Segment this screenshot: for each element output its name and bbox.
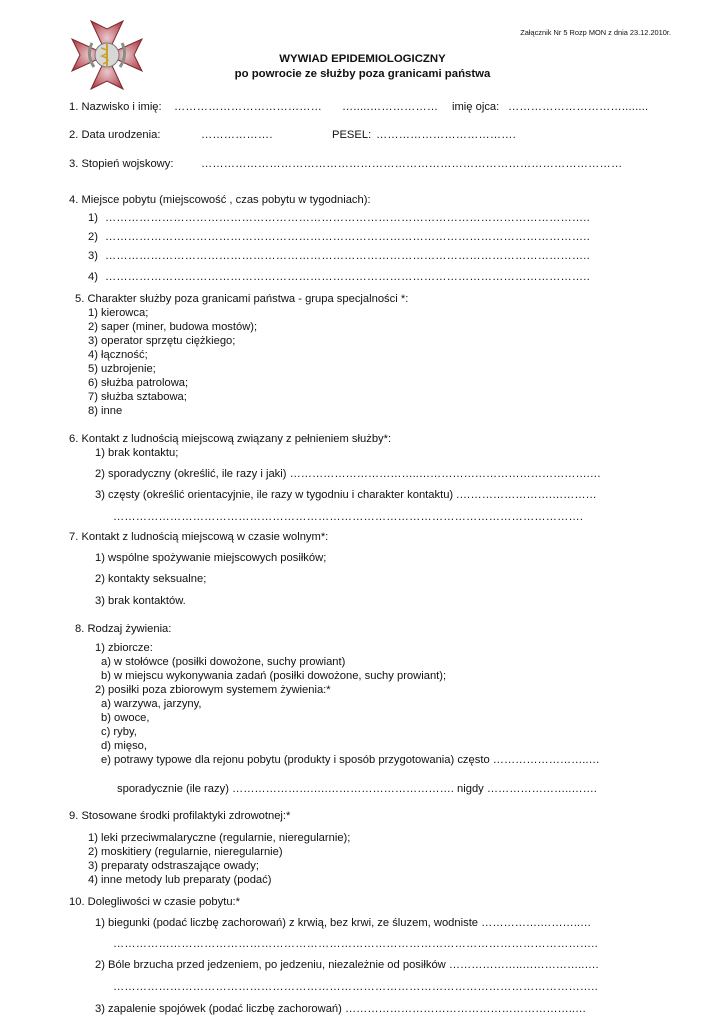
q4-item-number: 1) <box>88 212 98 224</box>
q5-option: 8) inne <box>88 405 123 417</box>
q5-label: 5. Charakter służby poza granicami państwa - grupa specjalności *: <box>75 293 409 305</box>
q8-line: b) owoce, <box>101 712 150 724</box>
document-title: WYWIAD EPIDEMIOLOGICZNY <box>279 53 446 65</box>
q5-option: 6) służba patrolowa; <box>88 377 189 389</box>
q9-option: 2) moskitiery (regularnie, nieregularnie) <box>88 846 283 858</box>
q8-line: d) mięso, <box>101 740 148 752</box>
q6-option-3-continuation[interactable]: ……………………………………………………………………………………………………………. <box>113 511 584 523</box>
q2-birthdate-field[interactable]: ………………. <box>201 129 273 141</box>
q9-option[interactable]: 4) inne metody lub preparaty (podać) <box>88 874 272 886</box>
q1-surname-field[interactable]: ………………………………… <box>174 101 323 113</box>
q10-option-2-continuation[interactable]: ……………………………………………………………………………………………………………….. <box>113 981 598 993</box>
q7-label: 7. Kontakt z ludnością miejscową w czasie wolnym*: <box>69 531 329 543</box>
q4-label: 4. Miejsce pobytu (miejscowość , czas pobytu w tygodniach): <box>69 194 371 206</box>
q8-line: b) w miejscu wykonywania zadań (posiłki dowożone, suchy prowiant); <box>101 670 447 682</box>
q10-option-1[interactable]: 1) biegunki (podać liczbę zachorowań) z krwią, bez krwi, ze śluzem, wodniste …………….………..… <box>95 917 592 929</box>
q1-father-label: imię ojca: <box>452 101 500 113</box>
q5-option: 1) kierowca; <box>88 307 149 319</box>
q2-pesel-field[interactable]: ………………………………. <box>376 129 516 141</box>
q8-line[interactable]: e) potrawy typowe dla rejonu pobytu (produkty i sposób przygotowania) często ……………………..… <box>101 754 600 766</box>
q2-pesel-label: PESEL: <box>332 129 372 141</box>
q5-option: 5) uzbrojenie; <box>88 363 156 375</box>
q4-place-field[interactable]: ……………………………………………………………………………………………………………….. <box>105 250 590 262</box>
q10-option-1-continuation[interactable]: ……………………………………………………………………………………………………………….. <box>113 938 598 950</box>
q1-label: 1. Nazwisko i imię: <box>69 101 162 113</box>
q2-label: 2. Data urodzenia: <box>69 129 161 141</box>
q4-place-field[interactable]: ……………………………………………………………………………………………………………….. <box>105 231 590 243</box>
q8-line: 2) posiłki poza zbiorowym systemem żywienia:* <box>95 684 331 696</box>
q6-option-3[interactable]: 3) częsty (określić orientacyjnie, ile razy w tygodniu i charakter kontaktu) .…………………….………… <box>95 489 597 501</box>
q4-place-field[interactable]: ……………………………………………………………………………………………………………….. <box>105 271 590 283</box>
q6-option-1: 1) brak kontaktu; <box>95 447 179 459</box>
q8-line: a) w stołówce (posiłki dowożone, suchy prowiant) <box>101 656 346 668</box>
q6-label: 6. Kontakt z ludnością miejscową związany z pełnieniem służby*: <box>69 433 392 445</box>
q9-option: 1) leki przeciwmalaryczne (regularnie, nieregularnie); <box>88 832 351 844</box>
q10-option-3[interactable]: 3) zapalenie spojówek (podać liczbę zachorowań) ……………………………………………………..… <box>95 1003 587 1015</box>
q7-option: 3) brak kontaktów. <box>95 595 186 607</box>
q7-option: 2) kontakty seksualne; <box>95 573 207 585</box>
q5-option: 3) operator sprzętu ciężkiego; <box>88 335 236 347</box>
q10-label: 10. Dolegliwości w czasie pobytu:* <box>69 896 241 908</box>
q1-father-field[interactable]: …………………………........ <box>508 101 649 113</box>
q4-item-number: 4) <box>88 271 98 283</box>
q9-option: 3) preparaty odstraszające owady; <box>88 860 260 872</box>
document-subtitle: po powrocie ze służby poza granicami państwa <box>234 68 491 80</box>
q6-option-2[interactable]: 2) sporadyczny (określić, ile razy i jaki) ……………………………..……………………………………….… <box>95 468 601 480</box>
q8-line: 1) zbiorcze: <box>95 642 153 654</box>
q4-item-number: 2) <box>88 231 98 243</box>
q1-name-field[interactable]: ….....……………… <box>342 101 439 113</box>
q5-option: 4) łączność; <box>88 349 148 361</box>
q5-option: 2) saper (miner, budowa mostów); <box>88 321 258 333</box>
q8-line: a) warzywa, jarzyny, <box>101 698 202 710</box>
q3-label: 3. Stopień wojskowy: <box>69 158 174 170</box>
q7-option: 1) wspólne spożywanie miejscowych posiłków; <box>95 552 327 564</box>
q3-rank-field[interactable]: ………………………………………………………………………………………………… <box>201 158 623 170</box>
q5-option: 7) służba sztabowa; <box>88 391 187 403</box>
q4-place-field[interactable]: ……………………………………………………………………………………………………………….. <box>105 212 590 224</box>
q4-item-number: 3) <box>88 250 98 262</box>
annex-reference: Załącznik Nr 5 Rozp MON z dnia 23.12.2010r. <box>520 28 671 37</box>
q8-frequency-line[interactable]: sporadycznie (ile razy) ………………….….……………………………. nigdy …………………..……. <box>117 783 597 795</box>
q9-label: 9. Stosowane środki profilaktyki zdrowotnej:* <box>69 810 291 822</box>
q8-line: c) ryby, <box>101 726 137 738</box>
q8-label: 8. Rodzaj żywienia: <box>75 623 172 635</box>
q10-option-2[interactable]: 2) Bóle brzucha przed jedzeniem, po jedzeniu, niezależnie od posiłków ………………..……………..…. <box>95 959 599 971</box>
